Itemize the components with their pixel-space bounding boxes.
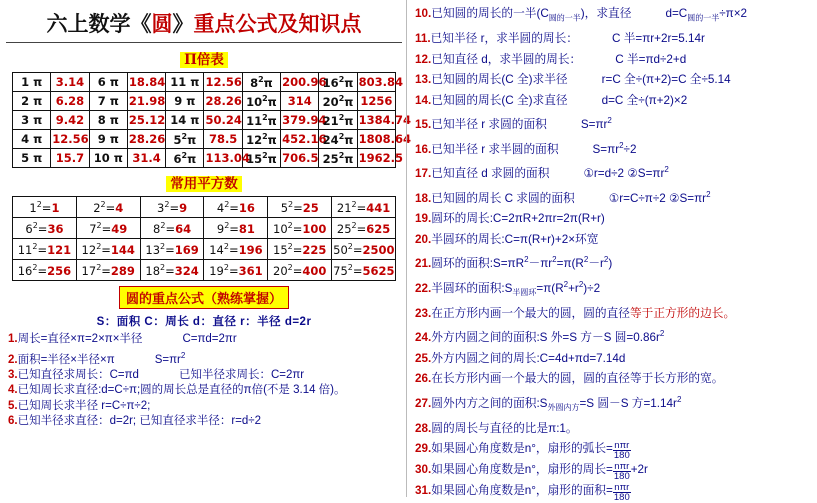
pi-value-cell: 21.98: [127, 92, 165, 111]
formula-item: 24.外方内圆之间的面积:S 外=S 方－S 圆$=0.86r^2$: [415, 329, 665, 345]
pi-value-cell: 28.26: [127, 130, 165, 149]
pi-term-cell: 7 π: [89, 92, 127, 111]
square-cell: $4^2=16$: [204, 197, 268, 218]
pi-term-cell: $25^2\pi$: [319, 149, 357, 168]
symbol-legend: S：面积 C：周长 d：直径 r：半径 d=2r: [96, 316, 312, 328]
pi-value-cell: 6.28: [51, 92, 89, 111]
squares-table: [12, 196, 396, 281]
formula-item: 15.已知半径 r 求圆的面积 $S=\pi r^2$: [415, 116, 612, 132]
pi-term-cell: 10 π: [89, 149, 127, 168]
table-row: [13, 111, 396, 130]
square-cell: $10^2=100$: [268, 218, 332, 239]
formula-item: 4.已知周长求直径:d=C÷π;圆的周长总是直径的π倍(不是 3.14 倍)。: [8, 384, 346, 397]
title-circle: 圆: [151, 11, 173, 36]
square-cell: $7^2=49$: [76, 218, 140, 239]
square-cell: $11^2=121$: [13, 239, 77, 260]
square-cell: $9^2=81$: [204, 218, 268, 239]
pi-value-cell: 12.56: [204, 73, 242, 92]
square-cell: $2^2=4$: [76, 197, 140, 218]
pi-term-cell: 5 π: [13, 149, 51, 168]
right-formula-list: [415, 4, 813, 502]
title-divider: [6, 42, 402, 43]
pi-term-cell: $12^2\pi$: [242, 130, 280, 149]
pi-value-cell: 9.42: [51, 111, 89, 130]
pi-value-cell: 314: [281, 92, 319, 111]
square-cell: $8^2=64$: [140, 218, 204, 239]
pi-term-cell: $21^2\pi$: [319, 111, 357, 130]
pi-term-cell: $8^2\pi$: [242, 73, 280, 92]
square-cell: $25^2=625$: [332, 218, 396, 239]
pi-value-cell: 803.84: [357, 73, 395, 92]
square-cell: $14^2=196$: [204, 239, 268, 260]
pi-value-cell: 3.14: [51, 73, 89, 92]
square-cell: $12^2=144$: [76, 239, 140, 260]
square-cell: $16^2=256$: [13, 260, 77, 281]
right-column: [406, 0, 817, 503]
formula-item: 2.面积=半径×半径×π $S=\pi r^2$: [8, 350, 186, 366]
pi-term-cell: $20^2\pi$: [319, 92, 357, 111]
pi-term-cell: 9 π: [166, 92, 204, 111]
pi-value-cell: 1384.74: [357, 111, 395, 130]
formula-item: 21.圆环的面积$:S=\pi R^2-\pi r^2=\pi(R^2-r^2)$: [415, 255, 613, 271]
square-cell: $20^2=400$: [268, 260, 332, 281]
formula-item: 19.圆环的周长:C=2πR+2πr=2π(R+r): [415, 212, 605, 226]
formula-item: 16.已知半径 r 求半圆的面积 $S=\pi r^2\div 2$: [415, 140, 637, 156]
pi-value-cell: 1962.5: [357, 149, 395, 168]
pi-value-cell: 200.96: [281, 73, 319, 92]
formula-item: 10.已知圆的周长的一半$(C_{圆的一半})$，求直径 $d=C_{圆的一半}\div\pi\times 2$: [415, 7, 748, 23]
pi-term-cell: 14 π: [166, 111, 204, 130]
pi-term-cell: 9 π: [89, 130, 127, 149]
pi-value-cell: 28.26: [204, 92, 242, 111]
pi-table-heading-label: Π倍表: [180, 52, 228, 68]
title-part3: 重点公式及知识点: [193, 11, 362, 36]
table-row: [13, 260, 396, 281]
title-part2: 》: [172, 11, 194, 36]
key-formula-heading-label: 圆的重点公式（熟练掌握）: [119, 286, 289, 309]
pi-value-cell: 1256: [357, 92, 395, 111]
pi-value-cell: 18.84: [127, 73, 165, 92]
square-cell: $1^2=1$: [13, 197, 77, 218]
pi-term-cell: $24^2\pi$: [319, 130, 357, 149]
formula-item: 31.如果圆心角度数是n°，扇形的面积= $\frac{\text{nπr}}{180}$: [415, 482, 630, 503]
square-cell: $17^2=289$: [76, 260, 140, 281]
pi-term-cell: 3 π: [13, 111, 51, 130]
formula-item: 1.周长=直径×π=2×π×半径 C=πd=2πr: [8, 333, 237, 345]
square-cell: $19^2=361$: [204, 260, 268, 281]
pi-table-heading: [6, 48, 402, 69]
pi-value-cell: 50.24: [204, 111, 242, 130]
pi-value-cell: 31.4: [127, 149, 165, 168]
page-title: [6, 8, 402, 38]
pi-term-cell: $11^2\pi$: [242, 111, 280, 130]
squares-heading-label: 常用平方数: [166, 176, 242, 192]
pi-term-cell: $6^2\pi$: [166, 149, 204, 168]
formula-item: 27.圆外内方之间的面积$:S_{外圆内方}=S$ 圆－S 方$=1.14r^2$: [415, 394, 682, 413]
square-cell: $3^2=9$: [140, 197, 204, 218]
formula-item: 6.已知半径求直径：d=2r; 已知直径求半径：r=d÷2: [8, 415, 261, 428]
formula-item: 18.已知圆的周长 C 求圆的面积 ①r=C÷π÷2 $②S=\pi r^2$: [415, 189, 711, 205]
pi-term-cell: 11 π: [166, 73, 204, 92]
formula-item: 5.已知周长求半径 r=C÷π÷2;: [8, 399, 151, 412]
table-row: [13, 130, 396, 149]
square-cell: $50^2=2500$: [332, 239, 396, 260]
pi-value-cell: 12.56: [51, 130, 89, 149]
table-row: [13, 149, 396, 168]
pi-value-cell: 113.04: [204, 149, 242, 168]
pi-term-cell: 6 π: [89, 73, 127, 92]
formula-item: 23.在正方形内画一个最大的圆，圆的直径等于正方形的边长。: [415, 306, 736, 320]
formula-item: 22.半圆环的面积$:S_{半圆环}=\pi(R^2+r^2)\div 2$: [415, 279, 601, 298]
formula-item: 20.半圆环的周长:C=π(R+r)+2×环宽: [415, 232, 599, 246]
formula-item: 28.圆的周长与直径的比是π:1。: [415, 421, 578, 435]
key-formula-heading: [6, 286, 402, 309]
pi-value-cell: 78.5: [204, 130, 242, 149]
title-part1: 六上数学《: [46, 11, 152, 36]
squares-heading: [6, 172, 402, 193]
formula-item: 17.已知直径 d 求圆的面积 ①r=d÷2 $②S=\pi r^2$: [415, 165, 669, 181]
square-cell: $75^2=5625$: [332, 260, 396, 281]
pi-value-cell: 25.12: [127, 111, 165, 130]
pi-term-cell: 1 π: [13, 73, 51, 92]
pi-value-cell: 706.5: [281, 149, 319, 168]
formula-item: 3.已知直径求周长：C=πd 已知半径求周长：C=2πr: [8, 368, 305, 381]
pi-value-cell: 15.7: [51, 149, 89, 168]
table-row: [13, 73, 396, 92]
pi-term-cell: $5^2\pi$: [166, 130, 204, 149]
table-row: [13, 197, 396, 218]
table-row: [13, 239, 396, 260]
square-cell: $15^2=225$: [268, 239, 332, 260]
square-cell: $6^2=36$: [13, 218, 77, 239]
square-cell: $21^2=441$: [332, 197, 396, 218]
pi-term-cell: $16^2\pi$: [319, 73, 357, 92]
formula-item: 25.外方内圆之间的周长:C=4d+πd=7.14d: [415, 351, 626, 365]
formula-item: 11.已知半径 r，求半圆的周长： C 半=πr+2r=5.14r: [415, 31, 705, 45]
table-row: [13, 218, 396, 239]
square-cell: $5^2=25$: [268, 197, 332, 218]
formula-item: 29.如果圆心角度数是n°，扇形的弧长= $\frac{\text{nπr}}{180}$: [415, 440, 630, 462]
pi-term-cell: 4 π: [13, 130, 51, 149]
square-cell: $13^2=169$: [140, 239, 204, 260]
formula-item: 12.已知直径 d，求半圆的周长： C 半=πd÷2+d: [415, 52, 687, 66]
pi-term-cell: $15^2\pi$: [242, 149, 280, 168]
formula-item: 30.如果圆心角度数是n°，扇形的周长= $\frac{\text{nπr}}{180}$ +2r: [415, 461, 648, 483]
pi-value-cell: 379.94: [281, 111, 319, 130]
table-row: [13, 92, 396, 111]
pi-term-cell: 2 π: [13, 92, 51, 111]
formula-item: 26.在长方形内画一个最大的圆，圆的直径等于长方形的宽。: [415, 372, 724, 386]
pi-multiples-table: [12, 72, 412, 168]
left-formula-list: [6, 332, 402, 430]
pi-value-cell: 452.16: [281, 130, 319, 149]
formula-item: 14.已知圆的周长(C 全)求直径 d=C 全÷(π+2)×2: [415, 93, 688, 107]
formula-item: 13.已知圆的周长(C 全)求半径 r=C 全÷(π+2)=C 全÷5.14: [415, 73, 731, 87]
pi-term-cell: $10^2\pi$: [242, 92, 280, 111]
pi-term-cell: 8 π: [89, 111, 127, 130]
pi-value-cell: 1808.64: [357, 130, 395, 149]
left-column: [0, 0, 412, 497]
square-cell: $18^2=324$: [140, 260, 204, 281]
